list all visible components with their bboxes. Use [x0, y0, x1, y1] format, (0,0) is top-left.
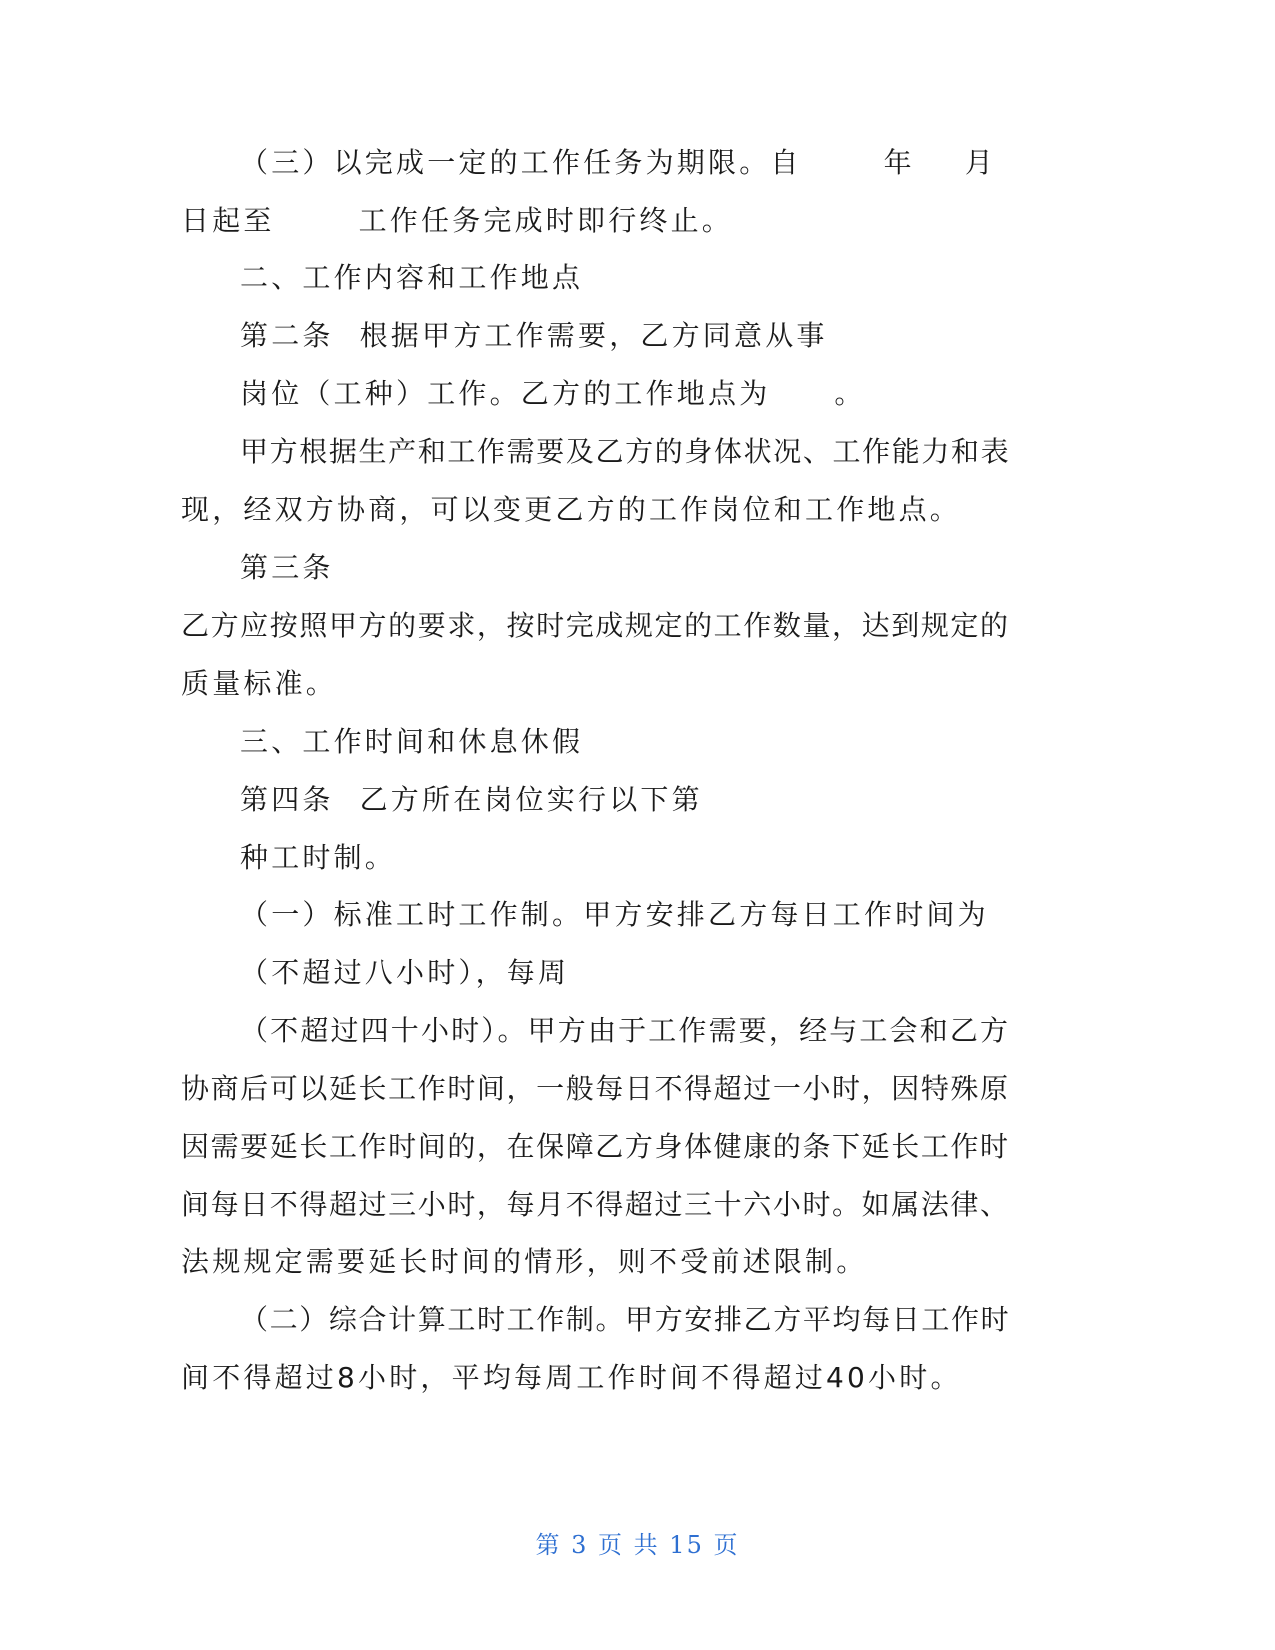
- text-line: 甲方根据生产和工作需要及乙方的身体状况、工作能力和表: [240, 435, 1011, 468]
- text-line: 第二条 根据甲方工作需要，乙方同意从事: [240, 319, 828, 352]
- text-line: 现，经双方协商，可以变更乙方的工作岗位和工作地点。: [181, 493, 962, 526]
- text-line: 岗位（工种）工作。乙方的工作地点为 。: [240, 377, 866, 410]
- text-line: 间每日不得超过三小时，每月不得超过三十六小时。如属法律、: [181, 1188, 1010, 1221]
- text-line: （二）综合计算工时工作制。甲方安排乙方平均每日工作时: [240, 1303, 1011, 1336]
- section-heading: 三、工作时间和休息休假: [240, 725, 584, 758]
- text-line: 质量标准。: [181, 667, 338, 700]
- text-line: （不超过八小时），每周: [240, 956, 570, 989]
- page-number-footer: 第 3 页 共 15 页: [535, 1531, 740, 1559]
- text-line: 第四条 乙方所在岗位实行以下第: [240, 783, 703, 816]
- text-line: 日起至 工作任务完成时即行终止。: [181, 204, 734, 237]
- text-line: 协商后可以延长工作时间，一般每日不得超过一小时，因特殊原: [181, 1072, 1010, 1105]
- section-heading: 二、工作内容和工作地点: [240, 261, 584, 294]
- text-line: 间不得超过8小时，平均每周工作时间不得超过40小时。: [181, 1361, 962, 1394]
- text-line: 因需要延长工作时间的，在保障乙方身体健康的条下延长工作时: [181, 1130, 1010, 1163]
- text-line: （不超过四十小时）。甲方由于工作需要，经与工会和乙方: [240, 1014, 1011, 1047]
- text-line: 法规规定需要延长时间的情形，则不受前述限制。: [181, 1245, 868, 1278]
- text-line: （一）标准工时工作制。甲方安排乙方每日工作时间为: [240, 898, 989, 931]
- text-line: （三）以完成一定的工作任务为期限。自 年 月: [240, 146, 997, 179]
- text-line: 种工时制。: [240, 841, 397, 874]
- text-line: 第三条: [240, 551, 334, 584]
- text-line: 乙方应按照甲方的要求，按时完成规定的工作数量，达到规定的: [181, 609, 1010, 642]
